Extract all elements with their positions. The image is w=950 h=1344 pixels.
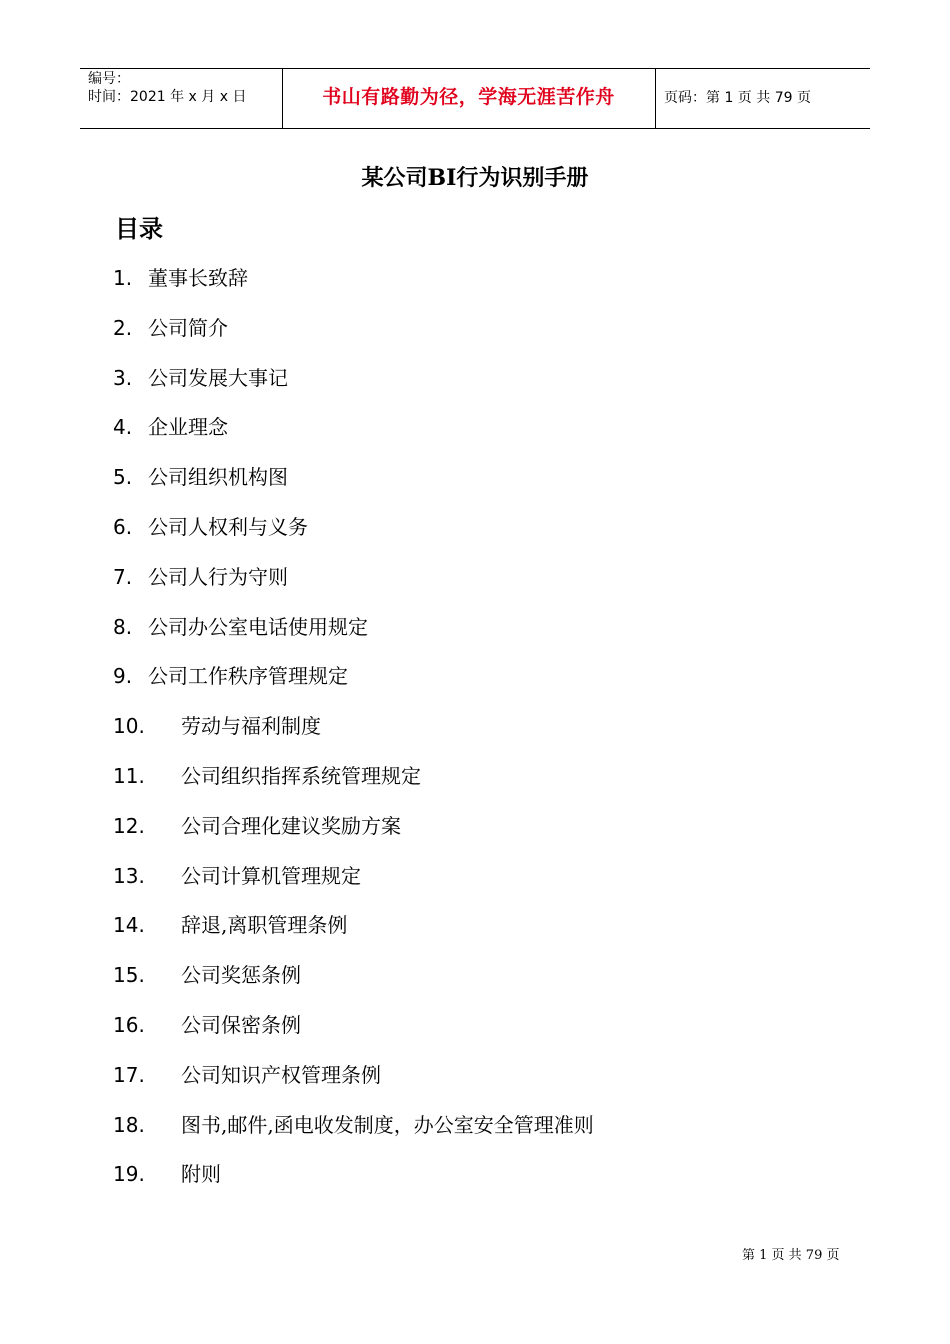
toc-item-text: 公司组织机构图 [148, 465, 288, 490]
toc-item [113, 661, 873, 711]
page-footer: 第 1 页 共 79 页 [742, 1248, 840, 1263]
toc-item-number: 2. [113, 315, 133, 340]
toc-item-text: 公司人行为守则 [148, 564, 288, 589]
toc-item-number: 6. [113, 514, 133, 539]
toc-item-number: 11. [113, 763, 145, 788]
page-header [80, 68, 870, 129]
toc-item-text: 辞退,离职管理条例 [181, 913, 348, 938]
number-label: 编号： [88, 71, 130, 87]
toc-item-text: 公司办公室电话使用规定 [148, 614, 368, 639]
toc-item-number: 19. [113, 1162, 145, 1187]
time-label: 时间：2021 年 x 月 x 日 [88, 89, 247, 105]
toc-item [113, 811, 873, 861]
toc-item-text: 公司知识产权管理条例 [181, 1062, 381, 1087]
toc-item [113, 1010, 873, 1060]
toc-item-text: 公司计算机管理规定 [181, 863, 361, 888]
toc-item-number: 8. [113, 614, 133, 639]
toc-item [113, 1159, 873, 1209]
table-of-contents [113, 263, 873, 1209]
toc-item [113, 1110, 873, 1160]
toc-item-text: 公司人权利与义务 [148, 514, 308, 539]
toc-item [113, 761, 873, 811]
toc-item-number: 16. [113, 1012, 145, 1037]
toc-item [113, 960, 873, 1010]
toc-item-text: 公司简介 [148, 315, 228, 340]
toc-item [113, 612, 873, 662]
toc-item-text: 附则 [181, 1162, 221, 1187]
toc-item-text: 公司工作秩序管理规定 [148, 664, 348, 689]
header-page-cell [656, 69, 870, 128]
toc-heading: 目录 [115, 215, 163, 243]
toc-item-text: 公司奖惩条例 [181, 963, 301, 988]
toc-item-number: 5. [113, 465, 133, 490]
toc-item-text: 公司发展大事记 [148, 365, 288, 390]
toc-item-number: 3. [113, 365, 133, 390]
document-title: 某公司BI行为识别手册 [361, 165, 589, 191]
toc-item-text: 劳动与福利制度 [181, 714, 321, 739]
toc-item [113, 263, 873, 313]
toc-item-text: 公司组织指挥系统管理规定 [181, 763, 421, 788]
toc-item [113, 412, 873, 462]
toc-item [113, 512, 873, 562]
toc-item-number: 10. [113, 714, 145, 739]
toc-item-number: 12. [113, 813, 145, 838]
toc-item [113, 462, 873, 512]
toc-item-number: 1. [113, 266, 133, 290]
header-motto-cell [282, 69, 656, 128]
toc-item-number: 15. [113, 963, 145, 988]
toc-item [113, 313, 873, 363]
toc-item-number: 14. [113, 913, 145, 938]
motto-text: 书山有路勤为径，学海无涯苦作舟 [322, 86, 615, 108]
toc-item [113, 910, 873, 960]
header-meta-cell [80, 69, 283, 128]
toc-item-text: 董事长致辞 [148, 266, 248, 290]
toc-item-text: 公司保密条例 [181, 1012, 301, 1037]
toc-item [113, 861, 873, 911]
toc-item-number: 4. [113, 415, 133, 440]
toc-item-number: 9. [113, 664, 133, 689]
header-page-info: 页码：第 1 页 共 79 页 [664, 90, 811, 106]
toc-item-number: 13. [113, 863, 145, 888]
toc-item-number: 18. [113, 1112, 145, 1137]
toc-item-number: 7. [113, 564, 133, 589]
toc-item [113, 562, 873, 612]
toc-item-text: 企业理念 [148, 415, 228, 440]
toc-item-text: 图书,邮件,函电收发制度，办公室安全管理准则 [181, 1112, 594, 1137]
toc-item-text: 公司合理化建议奖励方案 [181, 813, 401, 838]
toc-item [113, 1060, 873, 1110]
toc-item [113, 363, 873, 413]
toc-item-number: 17. [113, 1062, 145, 1087]
toc-item [113, 711, 873, 761]
